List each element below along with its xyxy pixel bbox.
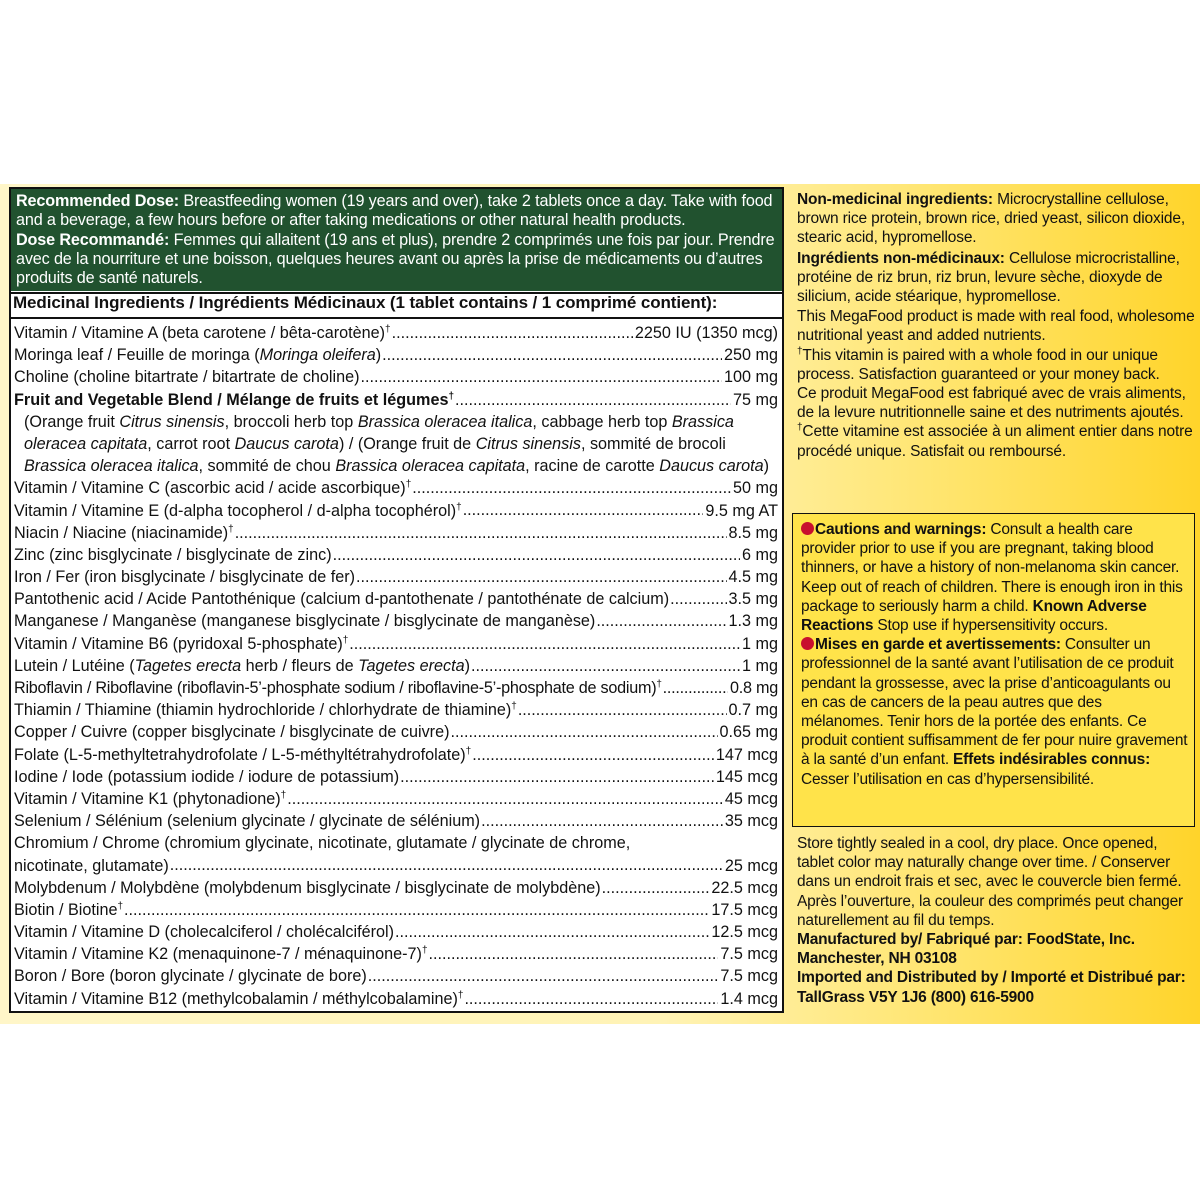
list-item: Copper / Cuivre (copper bisglycinate / bisglycinate de cuivre) ..... 0.65 mg xyxy=(14,721,778,743)
dose-en-text: Breastfeeding women (19 years and over), take 2 tablets once a day. Take with food and a beverage, a few hours before or after taking medications or other natural health products. xyxy=(16,192,773,230)
list-item: Iodine / Iode (potassium iodide / iodure de potassium) ..... 145 mcg xyxy=(14,766,778,788)
list-item: Niacin / Niacine (niacinamide)† ..... 8.5 mg xyxy=(14,522,778,544)
list-item: Biotin / Biotine† ..... 17.5 mcg xyxy=(14,899,778,921)
blend-detail: Brassica oleracea italica, sommité de chou Brassica oleracea capitata, racine de carotte Daucus carota) xyxy=(24,457,770,476)
list-item: Choline (choline bitartrate / bitartrate de choline) ..... 100 mg xyxy=(14,366,778,388)
list-item: Boron / Bore (boron glycinate / glycinate de bore) ..... 7.5 mcg xyxy=(14,965,778,987)
nonmed-fr-label: Ingrédients non-médicinaux: xyxy=(797,249,1005,267)
nonmed-en-label: Non-medicinal ingredients: xyxy=(797,191,993,208)
nonmed-fr-text: Cellulose microcristalline, protéine de riz brun, riz brun, levure sèche, dioxyde de silicium, acide stéarique, hypromellose. xyxy=(797,249,1180,306)
divider xyxy=(11,317,782,319)
storage-text: Store tightly sealed in a cool, dry place. Once opened, tablet color may naturally change over time. / Conserver dans un endroit frais et sec, avec le couvercle bien fermé. Après l’ouverture, la couleur des comprimés peut changer naturellement au fil du temps. xyxy=(797,835,1183,929)
list-item: Vitamin / Vitamine E (d-alpha tocopherol / d-alpha tocophérol)† ..... 9.5 mg AT xyxy=(14,500,778,522)
warnings-box: Cautions and warnings: Consult a health care provider prior to use if you are pregnant, taking blood thinners, or have a history of non-melanoma skin cancer. Keep out of reach of children. There is enough iron in this package to seriously harm a child. Known Adverse Reactions Stop use if hypersensitivity occurs. Mises en garde et avertissements: Consulter un professionnel de la santé avant l’utilisation de ce produit pendant la grossesse, avec la prise d’anticoagulants ou en cas de cancers de la peau autres que des mélanomes. Tenir hors de la portée des enfants. Ce produit contient suffisamment de fer pour nuire gravement à la santé d’un enfant. Effets indésirables connus: Cesser l’utilisation en cas d’hypersensibilité. xyxy=(792,513,1195,827)
blend-detail: (Orange fruit Citrus sinensis, broccoli herb top Brassica oleracea italica, cabbage herb top Brassica xyxy=(24,412,734,431)
manufacturer: Manufactured by/ Fabriqué par: FoodState, Inc. Manchester, NH 03108 xyxy=(797,931,1135,968)
list-item: Vitamin / Vitamine C (ascorbic acid / acide ascorbique)† ..... 50 mg xyxy=(14,477,778,499)
list-item: Chromium / Chrome (chromium glycinate, nicotinate, glutamate / glycinate de chrome, xyxy=(14,834,631,853)
list-item: Vitamin / Vitamine B6 (pyridoxal 5-phosphate)† ..... 1 mg xyxy=(14,633,778,655)
list-item: Folate (L-5-methyltetrahydrofolate / L-5-méthyltétrahydrofolate)† ..... 147 mcg xyxy=(14,744,778,766)
nonmed-en-text: Microcrystalline cellulose, brown rice protein, brown rice, dried yeast, silicon dioxide, stearic acid, hypromellose. xyxy=(797,191,1186,247)
list-item: Vitamin / Vitamine B12 (methylcobalamin / méthylcobalamine)† ..... 1.4 mcg xyxy=(14,988,778,1010)
list-item: Vitamin / Vitamine A (beta carotene / bêta-carotène)† ..... 2250 IU (1350 mcg) xyxy=(14,322,778,344)
dose-en-label: Recommended Dose: xyxy=(16,192,179,210)
list-item: nicotinate, glutamate) ..... 25 mcg xyxy=(14,855,778,877)
importer: Imported and Distributed by / Importé et Distribué par: TallGrass V5Y 1J6 (800) 616-5900 xyxy=(797,969,1186,1006)
list-item: Vitamin / Vitamine D (cholecalciferol / cholécalciférol) ..... 12.5 mcg xyxy=(14,921,778,943)
storage-section xyxy=(797,834,1197,1007)
recommended-dose xyxy=(11,189,782,291)
ingredient-list xyxy=(14,322,778,1010)
medicinal-header: Medicinal Ingredients / Ingrédients Médicinaux (1 tablet contains / 1 comprimé contient): xyxy=(13,293,718,312)
list-item: Molybdenum / Molybdène (molybdenum bisglycinate / bisglycinate de molybdène) ..... 22.5 mcg xyxy=(14,877,778,899)
blend-detail: oleracea capitata, carrot root Daucus carota) / (Orange fruit de Citrus sinensis, sommité de brocoli xyxy=(24,434,726,453)
list-item: Iron / Fer (iron bisglycinate / bisglycinate de fer) ..... 4.5 mg xyxy=(14,566,778,588)
list-item: Fruit and Vegetable Blend / Mélange de fruits et légumes† ..... 75 mg xyxy=(14,389,778,411)
dose-fr-label: Dose Recommandé: xyxy=(16,230,170,249)
warnings-en-label: Cautions and warnings: xyxy=(815,521,987,538)
warnings-fr-label: Mises en garde et avertissements: xyxy=(815,636,1061,654)
list-item: Zinc (zinc bisglycinate / bisglycinate de zinc) ..... 6 mg xyxy=(14,544,778,566)
list-item: Lutein / Lutéine (Tagetes erecta herb / fleurs de Tagetes erecta) ..... 1 mg xyxy=(14,655,778,677)
warning-dot-icon xyxy=(801,637,814,650)
list-item: Moringa leaf / Feuille de moringa (Moringa oleifera) ..... 250 mg xyxy=(14,344,778,366)
non-medicinal-section xyxy=(797,190,1195,461)
list-item: Thiamin / Thiamine (thiamin hydrochloride / chlorhydrate de thiamine)† ..... 0.7 mg xyxy=(14,699,778,721)
list-item: Vitamin / Vitamine K1 (phytonadione)† ..... 45 mcg xyxy=(14,788,778,810)
megafood-statement-fr: Ce produit MegaFood est fabriqué avec de vrais aliments, de la levure nutritionnelle saine et des nutriments ajoutés. †Cette vitamine est associée à un aliment entier dans notre procédé unique. Satisfait ou remboursé. xyxy=(797,385,1193,460)
dose-fr-text: Femmes qui allaitent (19 ans et plus), prendre 2 comprimés une fois par jour. Prendre avec de la nourriture et une boisson, quelques heures avant ou après la prise de médicaments ou d’autres produits de santé naturels. xyxy=(16,230,775,288)
list-item: Manganese / Manganèse (manganese bisglycinate / bisglycinate de manganèse) ..... 1.3 mg xyxy=(14,610,778,632)
warning-dot-icon xyxy=(801,522,814,535)
list-item: Vitamin / Vitamine K2 (menaquinone-7 / ménaquinone-7)† ..... 7.5 mcg xyxy=(14,943,778,965)
list-item: Selenium / Sélénium (selenium glycinate / glycinate de sélénium) ..... 35 mcg xyxy=(14,810,778,832)
list-item: Pantothenic acid / Acide Pantothénique (calcium d-pantothenate / pantothénate de calcium) ..... 3.5 mg xyxy=(14,588,778,610)
megafood-statement: This MegaFood product is made with real food, wholesome nutritional yeast and added nutrients. †This vitamin is paired with a whole food in our unique process. Satisfaction guaranteed or your money back. xyxy=(797,308,1195,383)
list-item: Riboflavin / Riboflavine (riboflavin-5’-phosphate sodium / riboflavine-5’-phosphate de sodium)† ..... 0.8 mg xyxy=(14,677,778,699)
